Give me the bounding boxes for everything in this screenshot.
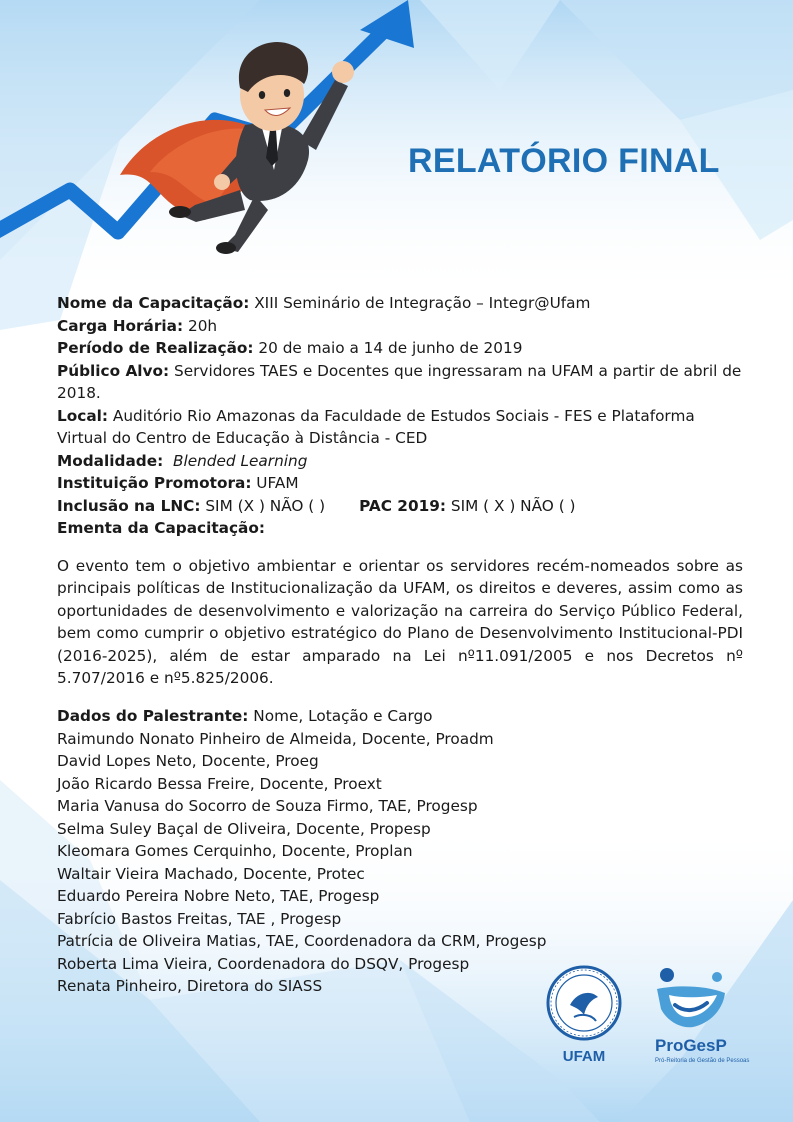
list-item: Selma Suley Baçal de Oliveira, Docente, Propesp (57, 819, 431, 838)
field-label: Inclusão na LNC: (57, 496, 201, 515)
field-value: 20 de maio a 14 de junho de 2019 (253, 339, 523, 357)
field-instituicao (57, 472, 743, 495)
ementa-heading: Ementa da Capacitação: (57, 519, 265, 537)
list-item: Waltair Vieira Machado, Docente, Protec (57, 864, 365, 883)
ufam-logo (540, 965, 628, 1065)
list-item: Kleomara Gomes Cerquinho, Docente, Proplan (57, 842, 413, 861)
field-label: Modalidade: (57, 451, 164, 470)
field-value: XIII Seminário de Integração – Integr@Ufam (249, 294, 591, 312)
field-label: Dados do Palestrante: (57, 707, 249, 726)
field-value: Servidores TAES e Docentes que ingressaram na UFAM a partir de abril de 2018. (57, 361, 742, 402)
field-periodo (57, 337, 743, 360)
field-label: Nome da Capacitação: (57, 294, 250, 312)
speaker-list (57, 728, 743, 998)
field-nome-capacitacao (57, 292, 743, 315)
field-lnc-pac (57, 495, 743, 518)
field-value: Nome, Lotação e Cargo (248, 707, 433, 726)
progesp-logo-label: ProGesP (655, 1036, 727, 1055)
field-carga-horaria (57, 315, 743, 338)
field-value: SIM ( X ) NÃO ( ) (446, 496, 576, 515)
list-item: Patrícia de Oliveira Matias, TAE, Coordenadora da CRM, Progesp (57, 932, 547, 951)
field-publico-alvo (57, 360, 743, 405)
field-local (57, 405, 743, 450)
ementa-text: O evento tem o objetivo ambientar e orientar os servidores recém-nomeados sobre as principais políticas de Institucionalização da UFAM, os direitos e deveres, assim como as oportunidades de desenvolvimento e valorização na carreira do Serviço Público Federal, bem como cumprir o objetivo estratégico do Plano de Desenvolvimento Institucional-PDI (2016-2025), além de estar amparado na Lei nº11.091/2005 e nos Decretos nº 5.707/2016 e nº5.825/2006. (57, 556, 743, 688)
field-value: Blended Learning (172, 451, 308, 470)
field-value: Auditório Rio Amazonas da Faculdade de Estudos Sociais - FES e Plataforma Virtual do Centro de Educação à Distância - CED (57, 406, 695, 447)
field-label: Período de Realização: (57, 339, 254, 357)
report-content (57, 292, 743, 998)
palestrantes-heading (57, 705, 743, 728)
field-label: PAC 2019: (359, 496, 446, 515)
list-item: David Lopes Neto, Docente, Proeg (57, 752, 319, 771)
field-modalidade (57, 450, 743, 473)
field-label: Público Alvo: (57, 361, 170, 380)
list-item: Maria Vanusa do Socorro de Souza Firmo, TAE, Progesp (57, 797, 478, 816)
field-value: 20h (183, 316, 218, 335)
field-label: Local: (57, 406, 109, 425)
list-item: Renata Pinheiro, Diretora do SIASS (57, 977, 323, 996)
page-title: RELATÓRIO FINAL (408, 142, 720, 180)
progesp-logo-subtitle: Pró-Reitoria de Gestão de Pessoas (655, 1058, 750, 1064)
field-value: SIM (X ) NÃO ( ) (200, 496, 326, 515)
field-value: UFAM (251, 474, 299, 492)
list-item: Roberta Lima Vieira, Coordenadora do DSQV, Progesp (57, 954, 470, 973)
list-item: Fabrício Bastos Freitas, TAE , Progesp (57, 909, 342, 928)
ufam-logo-label: UFAM (562, 1048, 606, 1065)
list-item: Raimundo Nonato Pinheiro de Almeida, Docente, Proadm (57, 729, 494, 748)
field-label: Carga Horária: (57, 316, 184, 335)
progesp-logo (645, 965, 765, 1065)
field-label: Instituição Promotora: (57, 474, 252, 492)
list-item: João Ricardo Bessa Freire, Docente, Proext (57, 774, 382, 793)
list-item: Eduardo Pereira Nobre Neto, TAE, Progesp (57, 887, 380, 906)
